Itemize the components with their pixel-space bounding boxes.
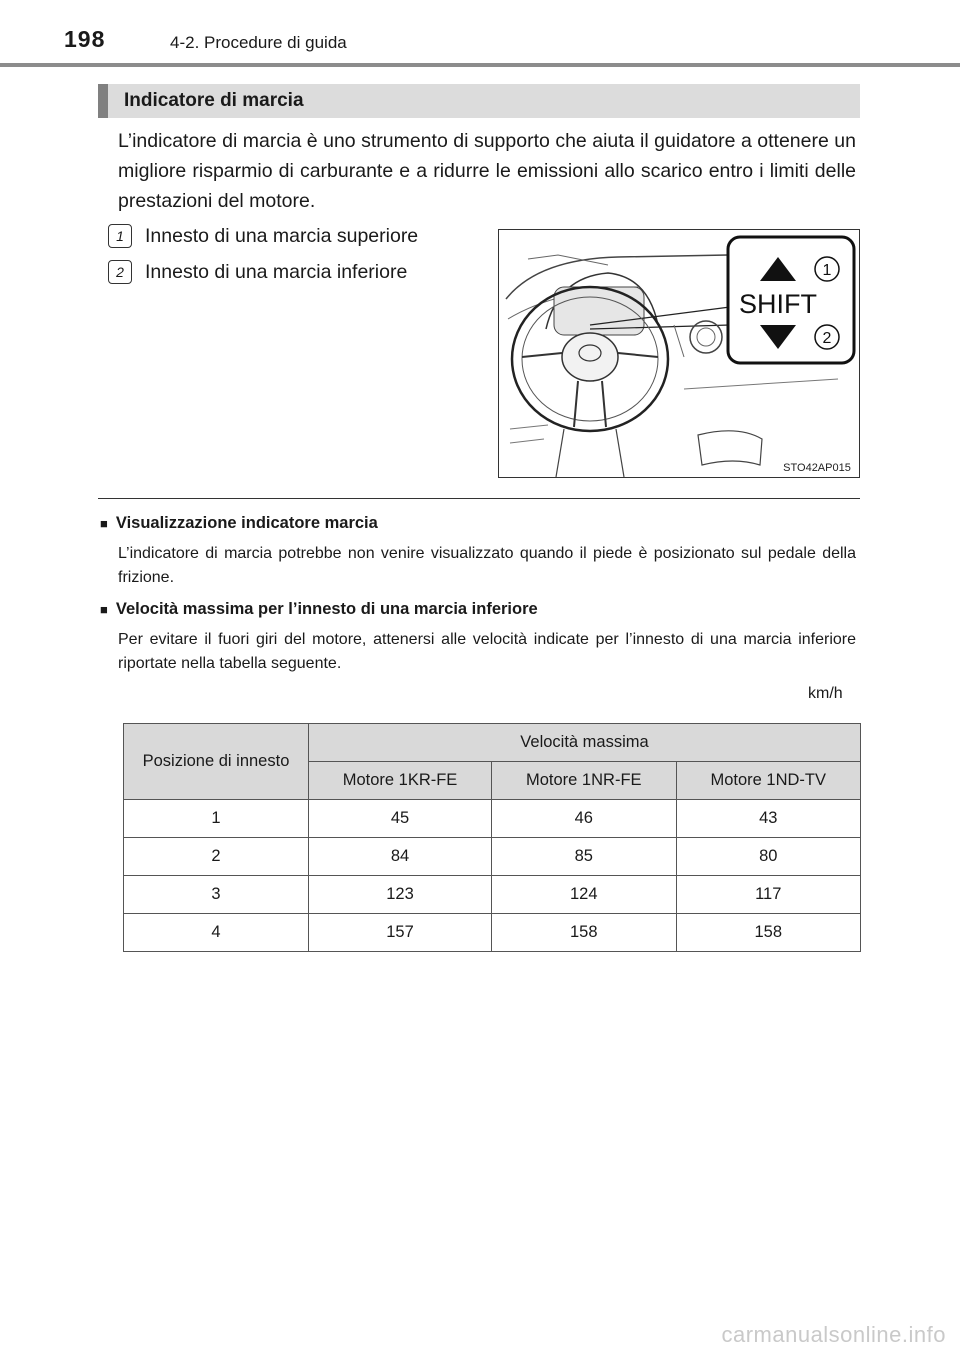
header-engine: Motore 1KR-FE (309, 762, 492, 800)
note-title: Visualizzazione indicatore marcia (115, 514, 378, 532)
table-row (124, 838, 861, 876)
shift-label: SHIFT (739, 289, 817, 319)
section-title: Indicatore di marcia (124, 90, 304, 111)
table-cell: 45 (309, 800, 492, 838)
table-cell: 1 (124, 800, 309, 838)
watermark: carmanualsonline.info (721, 1322, 946, 1347)
square-bullet-icon: ■ (100, 602, 108, 617)
table-cell: 84 (309, 838, 492, 876)
table-row (124, 876, 861, 914)
header-position: Posizione di innesto (124, 724, 309, 800)
section-bar (98, 84, 860, 118)
table-header-row (124, 724, 861, 762)
table-cell: 2 (124, 838, 309, 876)
note-body-2: Per evitare il fuori giri del motore, attenersi alle velocità indicate per l’innesto di una marcia inferiore riportate nella tabella seguente. (118, 631, 856, 672)
callout-label: Innesto di una marcia inferiore (145, 260, 408, 283)
table-cell: 43 (676, 800, 861, 838)
dashboard-figure (498, 229, 860, 478)
callout-number: 1 (108, 224, 132, 248)
note-title: Velocità massima per l’innesto di una marcia inferiore (115, 600, 538, 618)
running-head: 4-2. Procedure di guida (170, 33, 347, 52)
dashboard-illustration (498, 229, 860, 478)
figure-callout-2: 2 (822, 330, 832, 347)
table-cell: 124 (492, 876, 676, 914)
figure-callout-1: 1 (822, 262, 832, 279)
header-engine: Motore 1NR-FE (492, 762, 676, 800)
callout-1 (108, 224, 418, 248)
table-cell: 3 (124, 876, 309, 914)
square-bullet-icon: ■ (100, 516, 108, 531)
table-cell: 4 (124, 914, 309, 952)
separator-rule (98, 498, 860, 499)
page-number: 198 (64, 26, 106, 52)
note-heading-1 (100, 514, 378, 533)
note-heading-2 (100, 600, 538, 619)
note-body-1: L’indicatore di marcia potrebbe non venire visualizzato quando il piede è posizionato sul pedale della frizione. (118, 545, 856, 586)
header-engine: Motore 1ND-TV (676, 762, 861, 800)
table-cell: 158 (676, 914, 861, 952)
table-cell: 80 (676, 838, 861, 876)
table-cell: 157 (309, 914, 492, 952)
table-cell: 46 (492, 800, 676, 838)
table-unit: km/h (808, 685, 843, 702)
header-rule (0, 63, 960, 67)
figure-code: STO42AP015 (783, 462, 851, 474)
table-row (124, 914, 861, 952)
header-max-speed: Velocità massima (309, 724, 861, 762)
table-cell: 123 (309, 876, 492, 914)
table-cell: 117 (676, 876, 861, 914)
callout-2 (108, 260, 407, 284)
max-speed-table (123, 723, 861, 952)
table-cell: 85 (492, 838, 676, 876)
intro-paragraph: L’indicatore di marcia è uno strumento di supporto che aiuta il guidatore a ottenere un migliore risparmio di carburante e a ridurre le emissioni allo scarico entro i limiti delle prestazioni del motore. (118, 130, 856, 212)
callout-number: 2 (108, 260, 132, 284)
callout-label: Innesto di una marcia superiore (145, 224, 419, 247)
table-cell: 158 (492, 914, 676, 952)
table-row (124, 800, 861, 838)
